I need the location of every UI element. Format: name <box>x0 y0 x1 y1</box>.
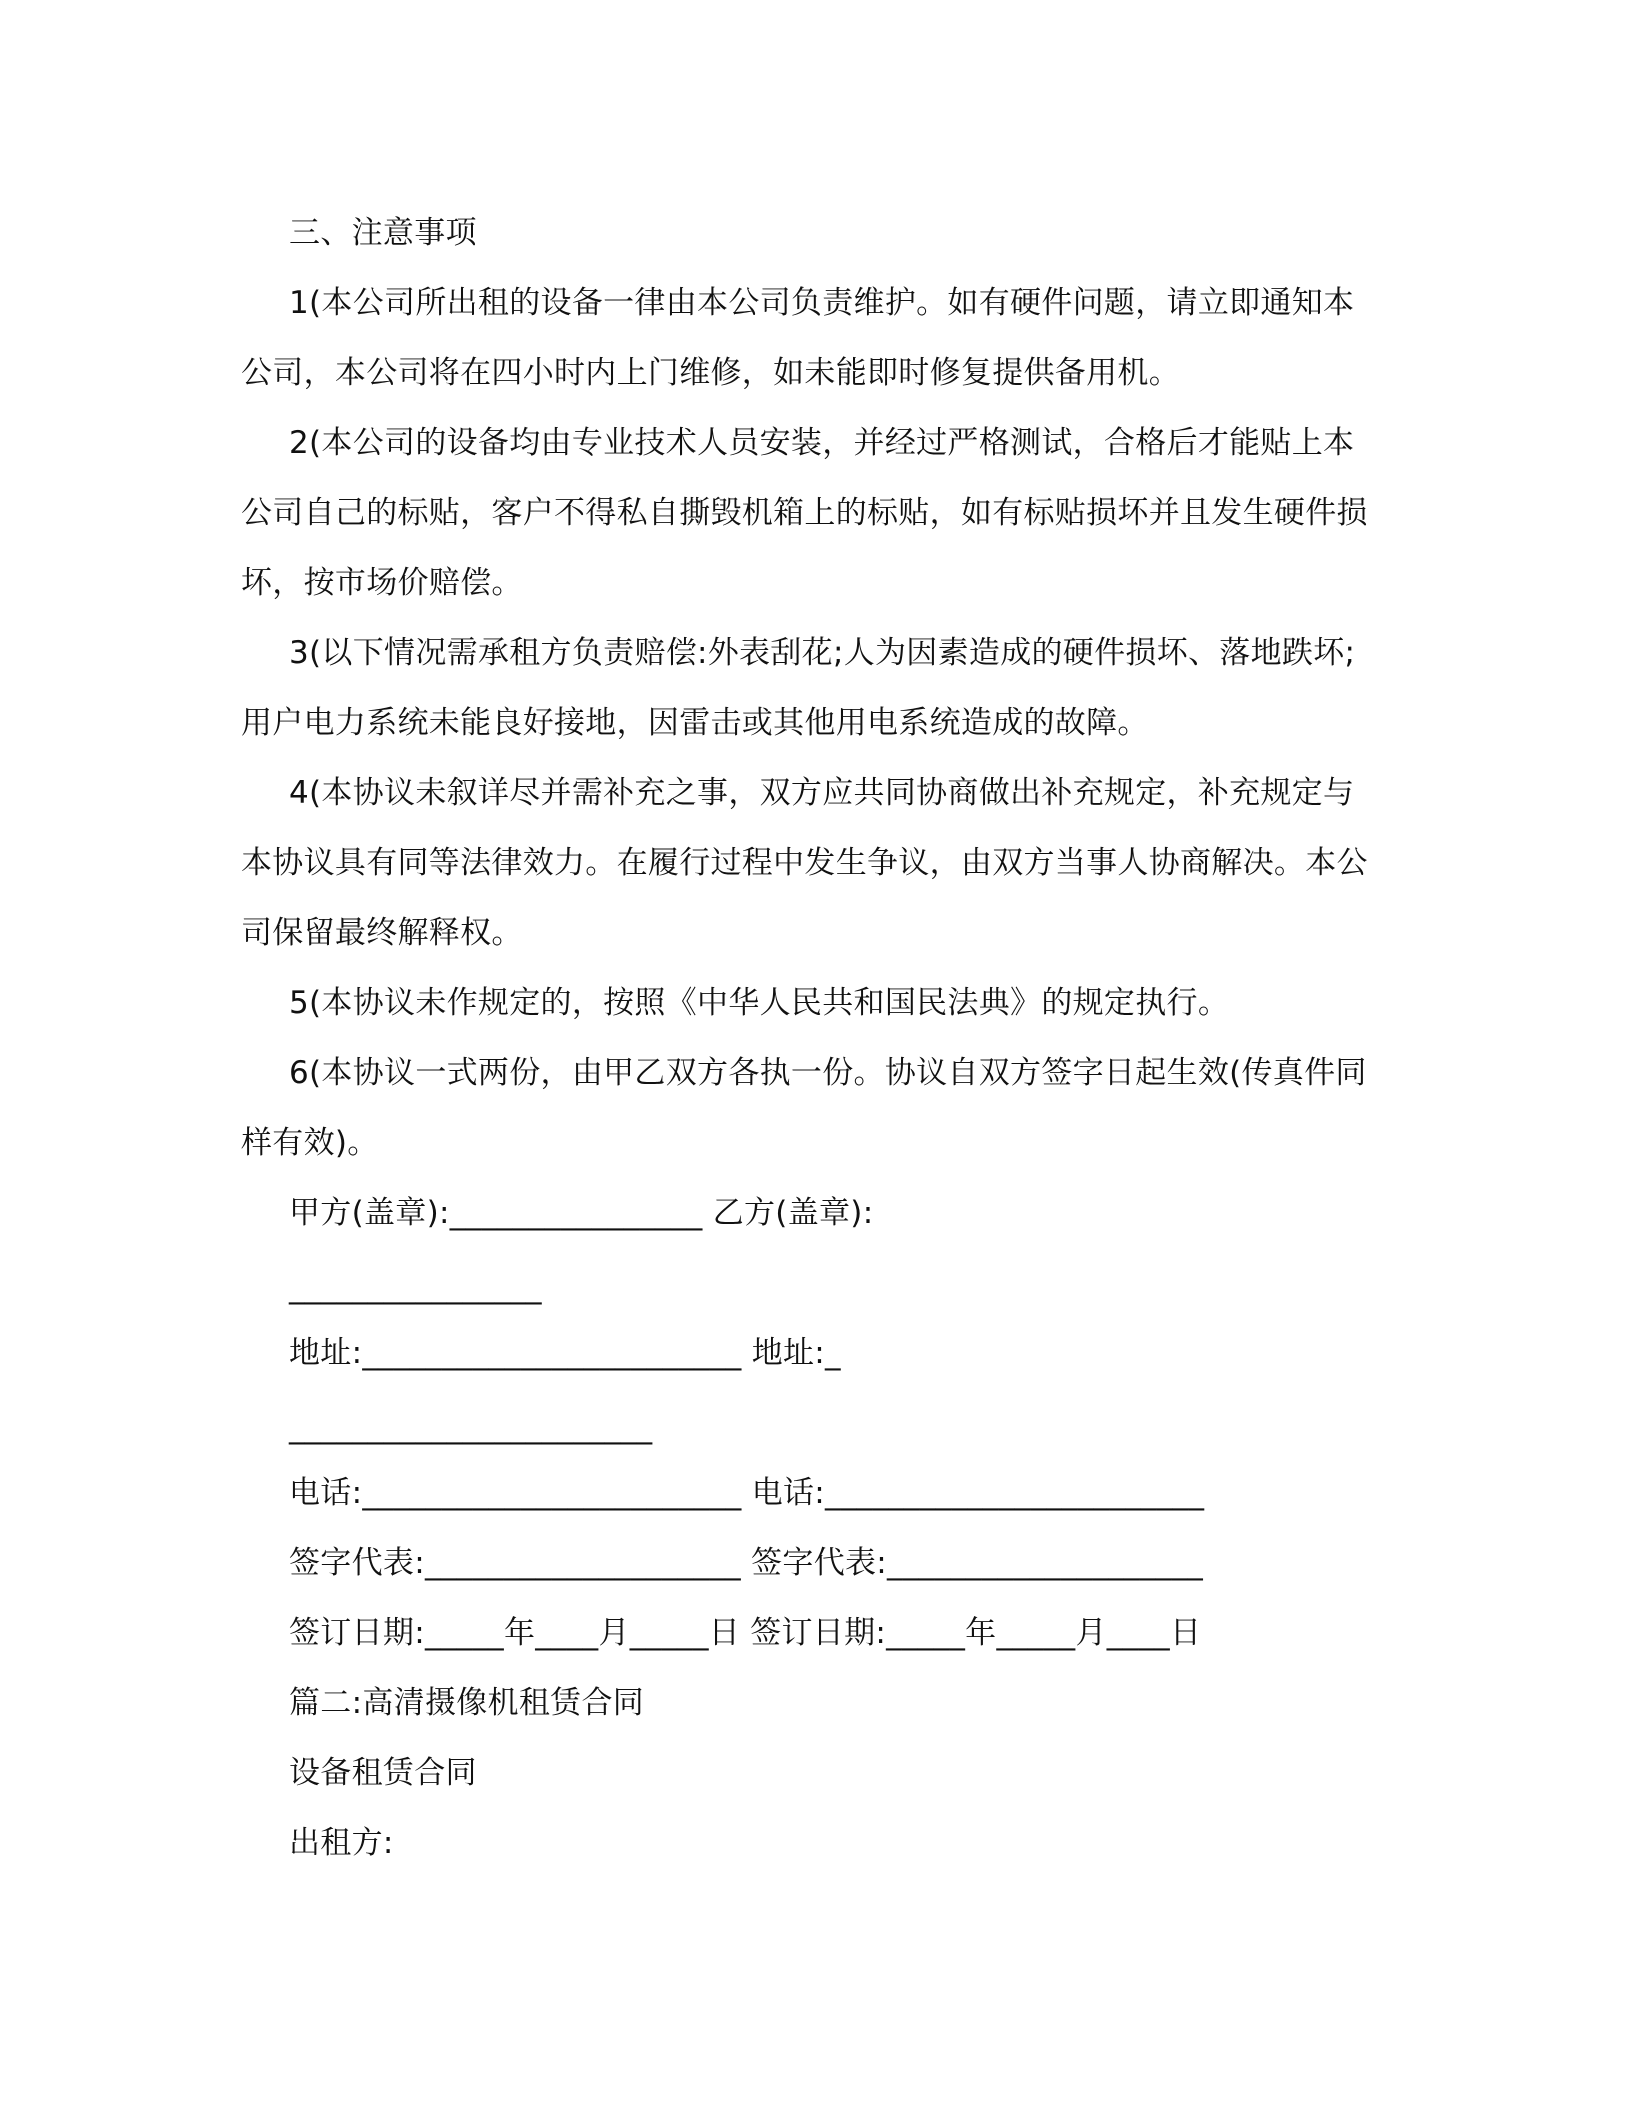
clause-2: 2(本公司的设备均由专业技术人员安装，并经过严格测试，合格后才能贴上本公司自己的标贴，客户不得私自撕毁机箱上的标贴，如有标贴损坏并且发生硬件损坏，按市场价赔偿。 <box>241 425 1368 601</box>
address-b-line-row <box>241 1392 1381 1458</box>
representative-a: 签字代表:____________________ <box>289 1545 741 1581</box>
document-body <box>241 198 1381 1878</box>
sign-date-row <box>241 1598 1381 1668</box>
clause-6: 6(本协议一式两份，由甲乙双方各执一份。协议自双方签字日起生效(传真件同样有效)。 <box>241 1055 1367 1161</box>
party-b-seal-line: ________________ <box>289 1269 542 1305</box>
representative-b: 签字代表:____________________ <box>740 1545 1204 1581</box>
sign-date-b: 签订日期:_____年_____月____日 <box>740 1615 1202 1651</box>
address-a: 地址:________________________ <box>289 1335 742 1371</box>
clause-3: 3(以下情况需承租方负责赔偿:外表刮花;人为因素造成的硬件损坏、落地跌坏;用户电力系统未能良好接地，因雷击或其他用电系统造成的故障。 <box>241 635 1356 741</box>
phone-b: 电话:________________________ <box>741 1475 1205 1511</box>
lessor-label: 出租方: <box>289 1825 394 1861</box>
phone-a: 电话:________________________ <box>289 1475 742 1511</box>
party-b-seal: 乙方(盖章): <box>702 1195 874 1231</box>
contract-title: 设备租赁合同 <box>289 1755 477 1791</box>
address-b-line: _______________________ <box>289 1409 653 1445</box>
party-a-seal: 甲方(盖章):________________ <box>289 1195 703 1231</box>
address-row <box>241 1318 1381 1392</box>
seal-row <box>241 1178 1381 1252</box>
section-heading: 三、注意事项 <box>289 215 477 251</box>
clause-1: 1(本公司所出租的设备一律由本公司负责维护。如有硬件问题，请立即通知本公司，本公司将在四小时内上门维修，如未能即时修复提供备用机。 <box>241 285 1355 391</box>
sign-date-a: 签订日期:_____年____月_____日 <box>289 1615 741 1651</box>
part-two-title: 篇二:高清摄像机租赁合同 <box>289 1685 645 1721</box>
party-b-seal-line-row <box>241 1252 1381 1318</box>
clause-4: 4(本协议未叙详尽并需补充之事，双方应共同协商做出补充规定，补充规定与本协议具有同等法律效力。在履行过程中发生争议，由双方当事人协商解决。本公司保留最终解释权。 <box>241 775 1368 951</box>
representative-row <box>241 1528 1381 1598</box>
phone-row <box>241 1458 1381 1528</box>
clause-5: 5(本协议未作规定的，按照《中华人民共和国民法典》的规定执行。 <box>289 985 1230 1021</box>
address-b: 地址:_ <box>741 1335 841 1371</box>
